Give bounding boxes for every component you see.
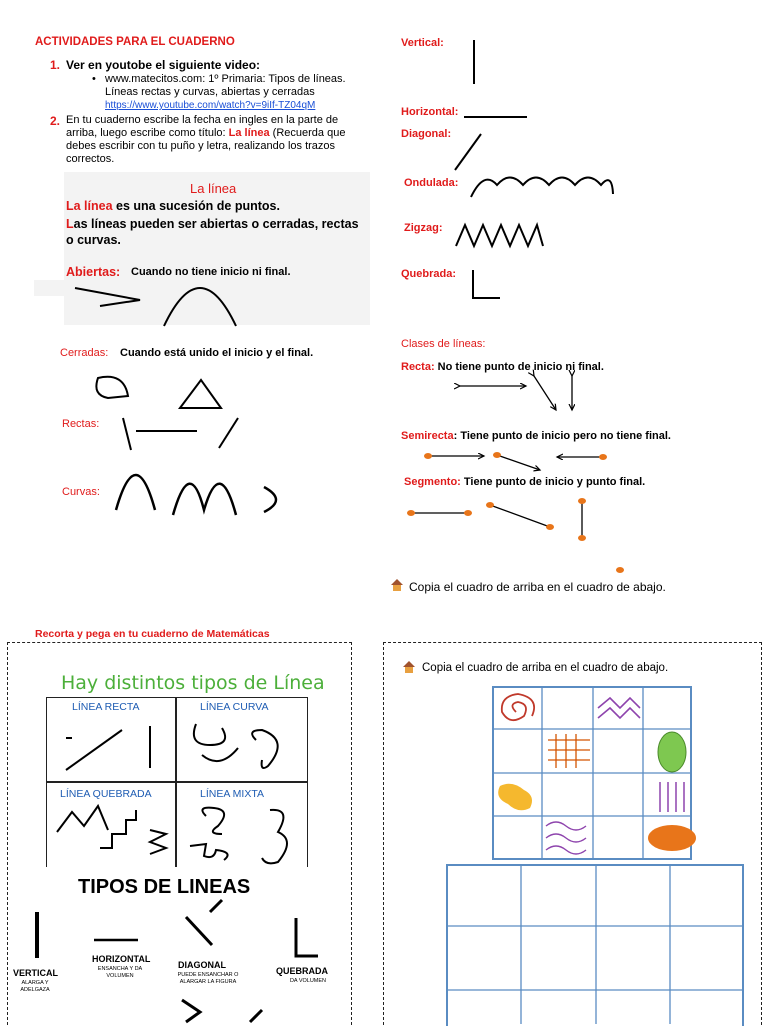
semirecta-description: : Tiene punto de inicio pero no tiene final. (453, 430, 671, 442)
cerradas-description: Cuando está unido el inicio y el final. (120, 347, 314, 359)
abiertas-label: Abiertas: (66, 265, 121, 279)
video-description: www.matecitos.com: 1º Primaria: Tipos de líneas. Líneas rectas y curvas, abiertas y cerradas (105, 73, 346, 98)
segmento-description: Tiene punto de inicio y punto final. (463, 476, 646, 488)
tipos-quebrada-sub: DA VOLUMEN (289, 978, 327, 984)
tipos-diagonal-label: DIAGONAL (178, 960, 226, 970)
cut-paste-heading: Recorta y pega en tu cuaderno de Matemáticas (35, 628, 270, 640)
rectas-label: Rectas: (62, 418, 100, 430)
vertical-label: Vertical: (401, 37, 444, 49)
quebrada-label: Quebrada: (401, 268, 457, 280)
item2-highlight: La línea (228, 127, 270, 139)
tipos-diagonal-sub: PUEDE ENSANCHAR O ALARGAR LA FIGURA (177, 972, 239, 985)
definition-2-red: L (66, 217, 74, 231)
cerradas-label: Cerradas: (60, 347, 109, 359)
box-title: La línea (190, 181, 237, 196)
tipos-quebrada-label: QUEBRADA (276, 966, 329, 976)
definition-2-rest: as líneas pueden ser abiertas o cerradas, rectas o curvas. (66, 217, 359, 247)
cell-linea-curva: LÍNEA CURVA (200, 701, 269, 713)
cell-linea-quebrada: LÍNEA QUEBRADA (60, 788, 152, 800)
cell-linea-recta: LÍNEA RECTA (72, 701, 140, 713)
zigzag-label: Zigzag: (404, 222, 443, 234)
clases-title: Clases de líneas: (401, 338, 486, 350)
tipos-title: TIPOS DE LINEAS (78, 876, 251, 898)
item2-text-part-b: (Recuerda que debes escribir con tu puño y letra, realizando los trazos correctos. (66, 127, 346, 165)
bullet-dot: • (92, 73, 96, 85)
segmento-label: Segmento: (404, 476, 464, 488)
tipos-vertical-sub: ALARGA Y ADELGAZA (20, 980, 50, 993)
tipos-horizontal-sub: ENSANCHA Y DA VOLUMEN (97, 966, 143, 979)
video-link[interactable]: https://www.youtube.com/watch?v=9iIf-TZ04qM (105, 100, 316, 111)
recta-label: Recta: (401, 361, 435, 373)
cell-linea-mixta: LÍNEA MIXTA (200, 788, 264, 800)
definition-1-rest: es una sucesión de puntos. (112, 199, 280, 213)
copy-instruction-bottom: Copia el cuadro de arriba en el cuadro de abajo. (422, 662, 669, 674)
diagonal-label: Diagonal: (401, 128, 452, 140)
activities-heading: ACTIVIDADES PARA EL CUADERNO (35, 36, 235, 48)
definition-1-red: La línea (66, 199, 113, 213)
tipos-horizontal-label: HORIZONTAL (92, 954, 151, 964)
item1-text: Ver en youtobe el siguiente video: (66, 58, 261, 72)
item2-number: 2. (50, 114, 61, 128)
horizontal-label: Horizontal: (401, 106, 459, 118)
curvas-label: Curvas: (62, 486, 100, 498)
item1-number: 1. (50, 58, 61, 72)
copy-instruction-top: Copia el cuadro de arriba en el cuadro de abajo. (409, 580, 666, 594)
recta-description: No tiene punto de inicio ni final. (434, 361, 604, 373)
abiertas-description: Cuando no tiene inicio ni final. (131, 266, 291, 278)
semirecta-label: Semirecta (401, 430, 454, 442)
ondulada-label: Ondulada: (404, 177, 459, 189)
item2-text-part-a: En tu cuaderno escribe la fecha en ingles en la parte de arriba, luego escribe como título: (66, 114, 339, 139)
card-title: Hay distintos tipos de Línea (61, 672, 325, 694)
tipos-vertical-label: VERTICAL (13, 968, 58, 978)
